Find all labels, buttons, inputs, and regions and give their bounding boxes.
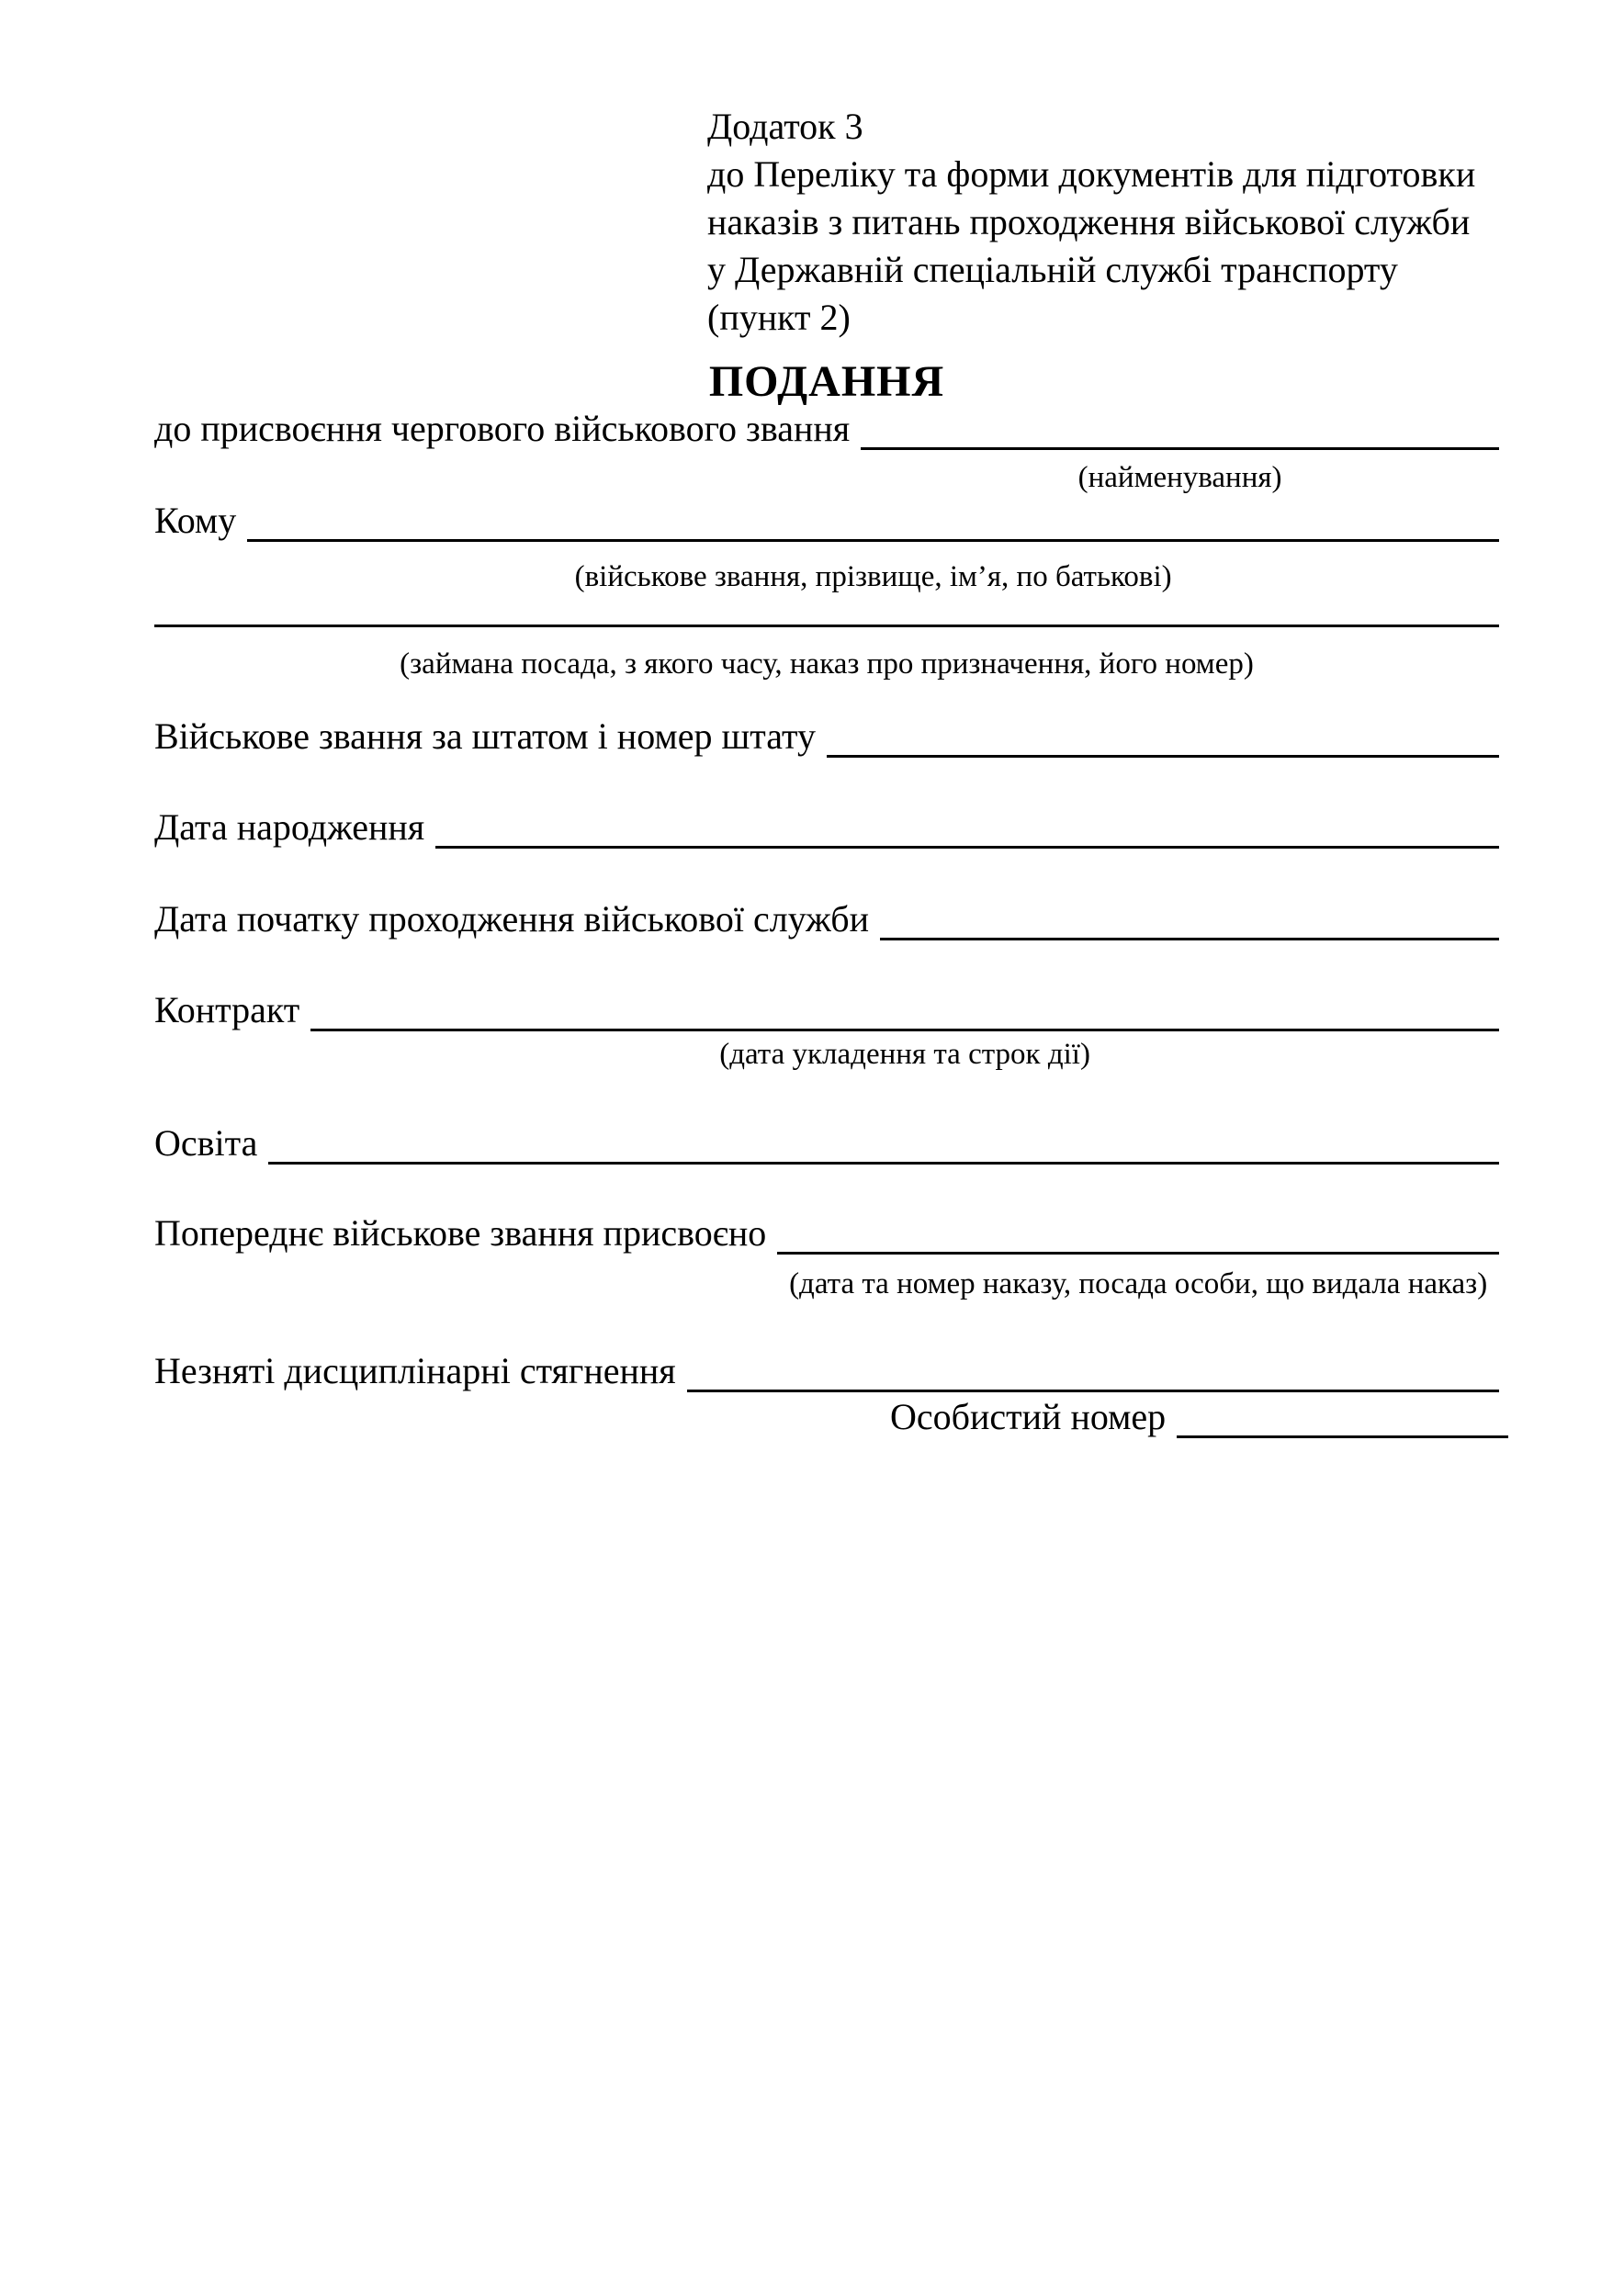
field-rank-presentation-blank: [861, 447, 1499, 450]
appendix-line: наказів з питань проходження військової служби: [707, 201, 1471, 242]
field-personal-number: [890, 1392, 1508, 1438]
field-to-whom: [154, 496, 1499, 542]
appendix-line: Додаток 3: [707, 106, 863, 147]
field-contract-label: Контракт: [154, 989, 300, 1030]
appendix-line: у Державній спеціальній службі транспорту: [707, 249, 1398, 290]
field-education-label: Освіта: [154, 1122, 258, 1164]
field-previous-rank-caption: (дата та номер наказу, посада особи, що видала наказ): [789, 1267, 1488, 1300]
field-position-caption: (займана посада, з якого часу, наказ про призначення, його номер): [400, 647, 1254, 681]
field-staff-rank: [154, 712, 1499, 758]
field-rank-presentation-caption: (найменування): [1077, 461, 1282, 494]
field-birth-date-label: Дата народження: [154, 806, 425, 848]
field-previous-rank-label: Попереднє військове звання присвоєно: [154, 1212, 767, 1254]
field-rank-presentation-caption-row: [154, 459, 1499, 496]
appendix-line: до Переліку та форми документів для підготовки: [707, 153, 1476, 195]
field-rank-presentation: [154, 404, 1499, 450]
field-birth-date-blank: [435, 846, 1499, 849]
field-service-start-date-blank: [880, 938, 1499, 940]
field-contract-caption: (дата укладення та строк дії): [719, 1038, 1090, 1071]
field-personal-number-blank: [1177, 1435, 1508, 1438]
field-disciplinary-penalties-label: Незняті дисциплінарні стягнення: [154, 1350, 676, 1391]
field-position-blank: [154, 625, 1499, 627]
field-position: [154, 581, 1499, 627]
appendix-line: (пункт 2): [707, 297, 851, 338]
field-contract-caption-row: [154, 1036, 1499, 1073]
field-previous-rank-caption-row: [154, 1266, 1499, 1302]
field-previous-rank-blank: [777, 1252, 1499, 1255]
field-birth-date: [154, 803, 1499, 849]
field-rank-presentation-label: до присвоєння чергового військового звання: [154, 408, 851, 449]
field-position-caption-row: [154, 646, 1499, 682]
field-previous-rank: [154, 1209, 1499, 1255]
field-education: [154, 1119, 1499, 1165]
field-service-start-date-label: Дата початку проходження військової служби: [154, 898, 870, 940]
field-contract-blank: [310, 1029, 1499, 1031]
appendix-note: [707, 103, 1475, 342]
field-service-start-date: [154, 895, 1499, 940]
field-to-whom-label: Кому: [154, 500, 237, 541]
field-education-blank: [268, 1162, 1499, 1165]
document-title: ПОДАННЯ: [708, 357, 945, 406]
field-contract: [154, 985, 1499, 1031]
field-staff-rank-blank: [827, 755, 1499, 758]
field-personal-number-label: Особистий номер: [890, 1396, 1167, 1437]
field-to-whom-caption: (військове звання, прізвище, ім’я, по батькові): [574, 560, 1172, 593]
field-staff-rank-label: Військове звання за штатом і номер штату: [154, 715, 816, 757]
field-disciplinary-penalties: [154, 1346, 1499, 1392]
field-to-whom-blank: [247, 539, 1499, 542]
